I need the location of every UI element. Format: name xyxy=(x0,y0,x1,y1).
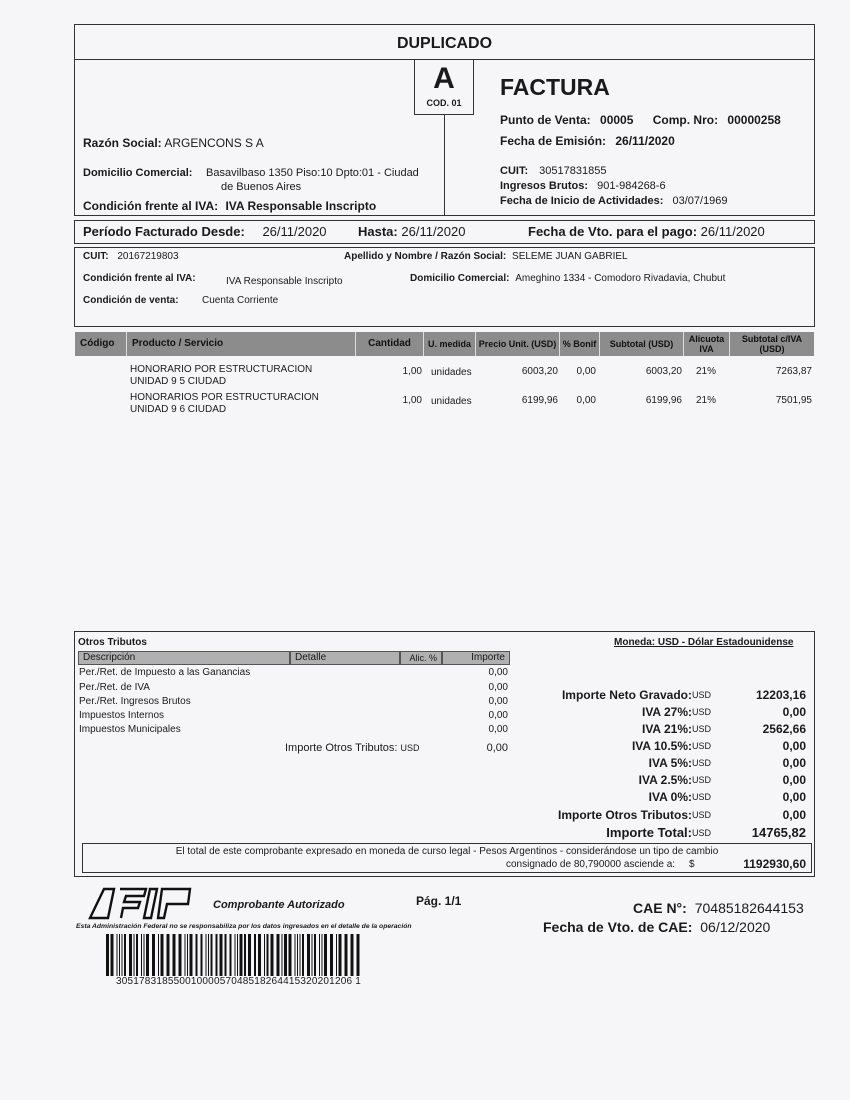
barcode-bar xyxy=(314,934,316,976)
total-neto-value: 12203,16 xyxy=(755,688,806,702)
tributos-header-detalle: Detalle xyxy=(290,651,400,665)
barcode-bar xyxy=(216,934,218,976)
iva-21-currency: USD xyxy=(692,724,712,734)
col-header-bonif: % Bonif xyxy=(560,332,600,356)
barcode-bar xyxy=(282,934,283,976)
pesos-line2: consignado de 80,790000 asciende a: xyxy=(506,859,676,870)
client-cuit-label: CUIT: xyxy=(83,251,109,262)
barcode-bar xyxy=(225,934,227,976)
client-nombre-label: Apellido y Nombre / Razón Social: xyxy=(344,251,507,262)
ingresos-brutos-label: Ingresos Brutos: xyxy=(500,180,589,192)
otros-tributos-value: 0,00 xyxy=(782,808,806,822)
item-row-2-subtotal: 6199,96 xyxy=(645,395,682,406)
pesos-line1: El total de este comprobante expresado en moneda de curso legal - Pesos Argentinos - considerándose un tipo de cambio xyxy=(175,846,719,857)
tributo-row-1-importe: 0,00 xyxy=(488,667,508,678)
barcode-bar xyxy=(129,934,132,976)
importe-total-currency: USD xyxy=(692,828,712,838)
barcode-bar xyxy=(240,934,243,976)
punto-venta xyxy=(500,113,781,127)
tributo-row-5: Impuestos Municipales xyxy=(79,724,181,735)
barcode-bar xyxy=(167,934,170,976)
col-header-umedida: U. medida xyxy=(424,332,476,356)
iva-0-label: IVA 0%: xyxy=(648,790,692,804)
period-desde xyxy=(83,224,327,239)
period-desde-value: 26/11/2020 xyxy=(262,224,327,239)
period-desde-label: Período Facturado Desde: xyxy=(83,224,245,239)
otros-tributos-label: Importe Otros Tributos: xyxy=(557,808,692,822)
barcode-bar xyxy=(302,934,304,976)
barcode-bar xyxy=(336,934,337,976)
cae-vto xyxy=(543,919,770,935)
issuer-razon-social-label: Razón Social: xyxy=(83,136,162,150)
item-row-1-desc1: HONORARIO POR ESTRUCTURACION xyxy=(130,364,313,375)
item-row-2-subtotal-iva: 7501,95 xyxy=(775,395,812,406)
item-row-2-desc1: HONORARIOS POR ESTRUCTURACION xyxy=(130,392,319,403)
tributo-row-3: Per./Ret. Ingresos Brutos xyxy=(79,696,191,707)
barcode-bar xyxy=(136,934,138,976)
tributo-row-4: Impuestos Internos xyxy=(79,710,165,721)
barcode-bar xyxy=(152,934,155,976)
client-domicilio-label: Domicilio Comercial: xyxy=(410,273,510,284)
barcode-bar xyxy=(117,934,118,976)
total-neto-label: Importe Neto Gravado: xyxy=(561,688,692,702)
period-hasta-label: Hasta: xyxy=(358,224,398,239)
iva-27-label: IVA 27%: xyxy=(641,705,692,719)
client-cond-venta-value: Cuenta Corriente xyxy=(202,295,279,306)
period-vto-value: 26/11/2020 xyxy=(700,224,765,239)
barcode-bar xyxy=(201,934,203,976)
afip-disclaimer: Esta Administración Federal no se responsabiliza por los datos ingresados en el detalle de la operación xyxy=(76,923,412,930)
barcode-bar xyxy=(185,934,186,976)
item-row-2-umedida: unidades xyxy=(431,396,472,407)
barcode-bar xyxy=(230,934,232,976)
col-header-precio: Precio Unit. (USD) xyxy=(476,332,560,356)
col-header-codigo: Código xyxy=(75,332,127,356)
barcode xyxy=(106,934,362,976)
ingresos-brutos-value: 901-984268-6 xyxy=(597,180,666,192)
tributos-header-alic: Alic. % xyxy=(400,651,442,665)
barcode-bar xyxy=(124,934,126,976)
col-header-subtotal: Subtotal (USD) xyxy=(600,332,684,356)
inicio-actividades-label: Fecha de Inicio de Actividades: xyxy=(500,195,664,207)
iva-10-5-label: IVA 10.5%: xyxy=(631,739,692,753)
comp-nro-value: 00000258 xyxy=(727,113,781,127)
period-hasta-value: 26/11/2020 xyxy=(401,224,466,239)
col-header-alicuota: Alicuota IVA xyxy=(684,332,730,356)
item-row-1-subtotal-iva: 7263,87 xyxy=(775,366,812,377)
tributo-row-2: Per./Ret. de IVA xyxy=(79,682,150,693)
barcode-bar xyxy=(187,934,188,976)
fecha-emision xyxy=(500,134,675,148)
pesos-symbol: $ xyxy=(689,859,695,870)
tributo-row-5-importe: 0,00 xyxy=(488,724,508,735)
barcode-bar xyxy=(258,934,261,976)
client-cond-iva-label: Condición frente al IVA: xyxy=(83,273,196,284)
client-cuit xyxy=(83,251,179,262)
barcode-bar xyxy=(196,934,198,976)
client-domicilio-value: Ameghino 1334 - Comodoro Rivadavia, Chubut xyxy=(515,273,726,284)
item-row-1-alicuota: 21% xyxy=(696,366,717,377)
barcode-bar xyxy=(179,934,182,976)
barcode-bar xyxy=(351,934,354,976)
barcode-bar xyxy=(144,934,145,976)
iva-10-5-currency: USD xyxy=(692,741,712,751)
col-header-cantidad: Cantidad xyxy=(356,332,424,356)
issuer-domicilio-line1: Basavilbaso 1350 Piso:10 Dpto:01 - Ciudad xyxy=(206,167,419,179)
issuer-cuit xyxy=(500,165,606,177)
pesos-total: 1192930,60 xyxy=(743,857,806,871)
item-row-2-precio: 6199,96 xyxy=(521,395,558,406)
barcode-bar xyxy=(264,934,265,976)
tributos-total-currency: USD xyxy=(400,743,420,753)
item-row-1-cantidad: 1,00 xyxy=(402,366,422,377)
barcode-bar xyxy=(312,934,313,976)
barcode-bar xyxy=(357,934,360,976)
tributos-total xyxy=(285,742,420,754)
iva-5-label: IVA 5%: xyxy=(648,756,692,770)
period-vto xyxy=(528,224,765,239)
tributo-row-1: Per./Ret. de Impuesto a las Ganancias xyxy=(79,667,251,678)
barcode-bar xyxy=(345,934,348,976)
barcode-bar xyxy=(134,934,135,976)
tributos-title: Otros Tributos xyxy=(78,637,147,648)
importe-total-value: 14765,82 xyxy=(751,825,806,840)
item-row-2-bonif: 0,00 xyxy=(576,395,596,406)
barcode-bar xyxy=(119,934,120,976)
barcode-bar xyxy=(307,934,310,976)
period-hasta xyxy=(358,224,465,239)
col-header-subtotal-iva: Subtotal c/IVA (USD) xyxy=(730,332,814,356)
issuer-cond-iva xyxy=(83,199,376,213)
barcode-bar xyxy=(319,934,320,976)
tributos-total-value: 0,00 xyxy=(486,742,508,754)
cae xyxy=(633,900,804,916)
ingresos-brutos xyxy=(500,180,666,192)
afip-logo xyxy=(86,886,196,920)
currency-label: Moneda: USD - Dólar Estadounidense xyxy=(614,637,794,648)
fecha-emision-value: 26/11/2020 xyxy=(615,134,675,148)
client-cond-venta-label: Condición de venta: xyxy=(83,295,179,306)
barcode-bar xyxy=(208,934,209,976)
tributos-header-importe: Importe xyxy=(442,651,510,665)
cae-label: CAE N°: xyxy=(633,900,687,916)
barcode-bar xyxy=(244,934,246,976)
barcode-bar xyxy=(220,934,223,976)
item-row-1-desc2: UNIDAD 9 5 CIUDAD xyxy=(130,376,227,387)
barcode-bar xyxy=(146,934,149,976)
barcode-bar xyxy=(295,934,296,976)
comprobante-autorizado: Comprobante Autorizado xyxy=(213,899,345,911)
barcode-bar xyxy=(111,934,114,976)
client-nombre-value: SELEME JUAN GABRIEL xyxy=(512,251,628,262)
barcode-bar xyxy=(300,934,301,976)
period-vto-label: Fecha de Vto. para el pago: xyxy=(528,224,698,239)
item-row-2-desc2: UNIDAD 9 6 CIUDAD xyxy=(130,404,227,415)
tributos-header-descripcion: Descripción xyxy=(78,651,290,665)
punto-venta-label: Punto de Venta: xyxy=(500,113,591,127)
tributo-row-2-importe: 0,00 xyxy=(488,682,508,693)
tributos-total-label: Importe Otros Tributos: xyxy=(285,742,398,754)
iva-21-label: IVA 21%: xyxy=(641,722,692,736)
item-row-1-subtotal: 6003,20 xyxy=(645,366,682,377)
barcode-bar xyxy=(161,934,164,976)
barcode-bar xyxy=(267,934,269,976)
barcode-number: 30517831855001000057048518264415320201206 1 xyxy=(116,976,361,987)
iva-5-value: 0,00 xyxy=(782,756,806,770)
total-neto-currency: USD xyxy=(692,690,712,700)
otros-tributos-currency: USD xyxy=(692,810,712,820)
issuer-domicilio-label: Domicilio Comercial: xyxy=(83,167,193,179)
afip-logo-graphic xyxy=(86,886,196,920)
copy-label: DUPLICADO xyxy=(396,35,493,52)
barcode-bar xyxy=(297,934,298,976)
barcode-bar xyxy=(158,934,159,976)
iva-2-5-currency: USD xyxy=(692,775,712,785)
client-cuit-value: 20167219803 xyxy=(117,251,179,262)
barcode-bar xyxy=(211,934,213,976)
barcode-bar xyxy=(322,934,323,976)
iva-21-value: 2562,66 xyxy=(762,722,806,736)
issuer-domicilio-line2: de Buenos Aires xyxy=(221,181,302,193)
issuer-cuit-value: 30517831855 xyxy=(539,165,607,177)
barcode-bar xyxy=(284,934,287,976)
punto-venta-value: 00005 xyxy=(600,113,634,127)
issuer-cond-iva-value: IVA Responsable Inscripto xyxy=(225,199,377,213)
issuer-razon-social-value: ARGENCONS S A xyxy=(164,136,264,150)
invoice-cod: COD. 01 xyxy=(426,98,462,108)
barcode-bar xyxy=(106,934,109,976)
issuer-cuit-label: CUIT: xyxy=(500,165,529,177)
iva-27-value: 0,00 xyxy=(782,705,806,719)
barcode-bar xyxy=(206,934,207,976)
barcode-bar xyxy=(190,934,193,976)
barcode-bar xyxy=(330,934,333,976)
importe-total-label: Importe Total: xyxy=(606,825,692,840)
barcode-bar xyxy=(122,934,123,976)
iva-0-value: 0,00 xyxy=(782,790,806,804)
issuer-razon-social xyxy=(83,136,264,150)
tributo-row-4-importe: 0,00 xyxy=(488,710,508,721)
client-nombre xyxy=(344,251,628,262)
issuer-cond-iva-label: Condición frente al IVA: xyxy=(83,199,219,213)
cae-value: 70485182644153 xyxy=(694,900,804,916)
iva-0-currency: USD xyxy=(692,792,712,802)
item-row-1-precio: 6003,20 xyxy=(521,366,558,377)
comp-nro-label: Comp. Nro: xyxy=(652,113,719,127)
barcode-bar xyxy=(173,934,176,976)
item-row-1-bonif: 0,00 xyxy=(576,366,596,377)
barcode-bar xyxy=(339,934,342,976)
barcode-bar xyxy=(235,934,236,976)
iva-2-5-value: 0,00 xyxy=(782,773,806,787)
barcode-bar xyxy=(271,934,274,976)
doc-type-title: FACTURA xyxy=(500,74,610,100)
barcode-bar xyxy=(248,934,251,976)
col-header-producto: Producto / Servicio xyxy=(127,332,356,356)
cae-vto-label: Fecha de Vto. de CAE: xyxy=(543,919,693,935)
iva-2-5-label: IVA 2.5%: xyxy=(638,773,692,787)
iva-10-5-value: 0,00 xyxy=(782,739,806,753)
inicio-actividades-value: 03/07/1969 xyxy=(672,195,728,207)
inicio-actividades xyxy=(500,195,728,207)
iva-27-currency: USD xyxy=(692,707,712,717)
header-vertical-divider xyxy=(444,115,445,215)
barcode-bar xyxy=(141,934,142,976)
barcode-bar xyxy=(254,934,256,976)
invoice-letter: A xyxy=(433,62,455,95)
barcode-bar xyxy=(289,934,292,976)
client-cond-iva-value: IVA Responsable Inscripto xyxy=(226,276,343,287)
barcode-bar xyxy=(277,934,280,976)
item-row-2-alicuota: 21% xyxy=(696,395,717,406)
tributo-row-3-importe: 0,00 xyxy=(488,696,508,707)
iva-5-currency: USD xyxy=(692,758,712,768)
barcode-bar xyxy=(324,934,327,976)
cae-vto-value: 06/12/2020 xyxy=(700,919,771,935)
page-number: Pág. 1/1 xyxy=(416,894,462,908)
barcode-bar xyxy=(237,934,238,976)
item-row-2-cantidad: 1,00 xyxy=(402,395,422,406)
item-row-1-umedida: unidades xyxy=(431,367,472,378)
fecha-emision-label: Fecha de Emisión: xyxy=(500,134,607,148)
client-domicilio xyxy=(410,273,725,284)
